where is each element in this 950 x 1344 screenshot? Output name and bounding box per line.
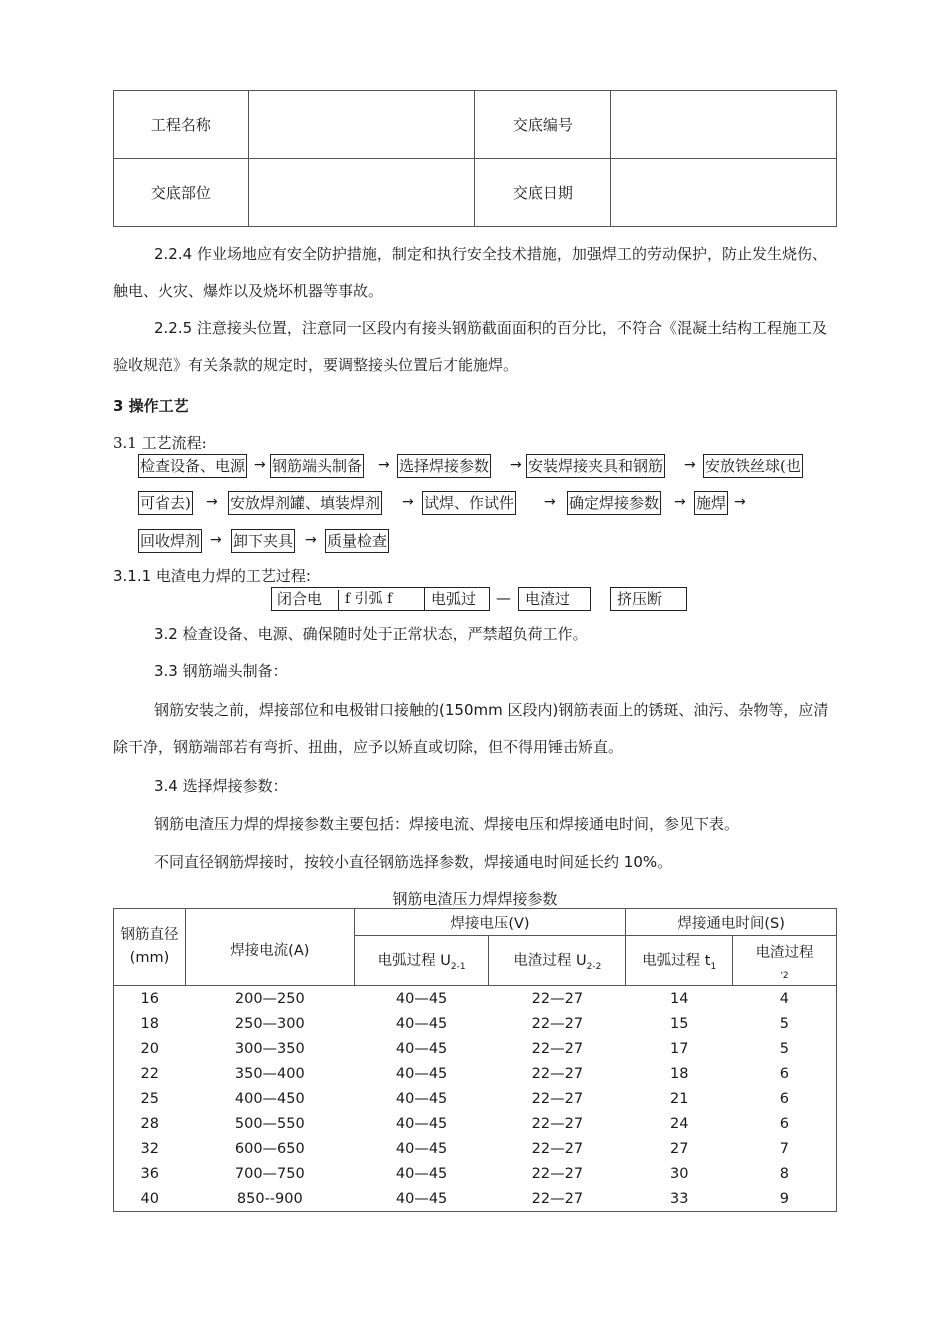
table-cell: 5 <box>733 1011 837 1036</box>
flow-arrow-icon: → <box>734 494 746 510</box>
table-cell: 30 <box>669 1165 689 1182</box>
col-header-diameter: 钢筋直径(mm) <box>114 909 186 986</box>
table-cell: 40—45 <box>395 1165 448 1182</box>
paragraph-3-3: 3.3 钢筋端头制备： <box>154 662 288 680</box>
paragraph-3-2: 3.2 检查设备、电源、确保随时处于正常状态，严禁超负荷工作。 <box>154 625 588 643</box>
table-cell: 18 <box>114 1011 186 1036</box>
table-row <box>114 986 837 1012</box>
paragraph-2-2-5: 2.2.5 注意接头位置，注意同一区段内有接头钢筋截面面积的百分比，不符合《混凝土结构工程施工及验收规范》有关条款的规定时，要调整接头位置后才能施焊。 <box>113 319 827 374</box>
table-cell: 40—45 <box>395 1140 448 1157</box>
briefing-location-label: 交底部位 <box>114 159 249 227</box>
flow-step-optional: 可省去) <box>138 491 193 515</box>
table-cell: 18 <box>669 1065 689 1082</box>
process-step-arc-start: f 引弧 f <box>345 591 393 607</box>
table-cell: 22 <box>114 1061 186 1086</box>
table-cell: 15 <box>669 1015 689 1032</box>
flow-arrow-icon: → <box>510 457 522 473</box>
table-row <box>114 1161 837 1186</box>
subscript: 2-1 <box>450 961 466 972</box>
flow-arrow-icon: → <box>674 494 686 510</box>
flow-arrow-icon: → <box>206 494 218 510</box>
briefing-number-value <box>611 91 837 159</box>
table-cell: 850--900 <box>185 1186 354 1212</box>
flow-arrow-icon: → <box>378 457 390 473</box>
col-header-slag-time: 电渣过程 $_{'2}$ <box>733 936 837 986</box>
process-step-close-circuit: 闭合电 <box>277 590 323 608</box>
process-step-extrude: 挤压断 <box>610 587 687 611</box>
table-cell: 500—550 <box>234 1115 305 1132</box>
table-cell: 40—45 <box>395 1065 448 1082</box>
process-step-arc-stage: 电弧过 <box>431 590 477 608</box>
col-header-time: 焊接通电时间(S) <box>626 909 837 936</box>
subscript: 1 <box>710 961 717 972</box>
table-cell: 22—27 <box>531 1065 584 1082</box>
flow-step-flux-can: 安放焊剂罐、填装焊剂 <box>228 491 382 515</box>
table-cell: 22—27 <box>531 1015 584 1032</box>
flow-step-weld: 施焊 <box>694 491 728 515</box>
col-header-arc-voltage: 电弧过程 $U_{2-1}$ <box>354 936 489 986</box>
table-cell: 25 <box>114 1086 186 1111</box>
section-3-heading: 3 操作工艺 <box>113 397 189 415</box>
paragraph-2-2-4: 2.2.4 作业场地应有安全防护措施，制定和执行安全技术措施，加强焊工的劳动保护，防止发生烧伤、触电、火灾、爆炸以及烧坏机器等事故。 <box>113 245 827 300</box>
table-cell: 22—27 <box>531 1040 584 1057</box>
table-row <box>114 1111 837 1136</box>
table-cell: 40—45 <box>395 1040 448 1057</box>
project-name-value <box>248 91 475 159</box>
flow-arrow-icon: → <box>402 494 414 510</box>
table-cell: 250—300 <box>234 1015 305 1032</box>
flow-arrow-icon: → <box>254 457 266 473</box>
table-row <box>114 1186 837 1212</box>
process-box-group <box>271 587 425 611</box>
flow-arrow-icon: → <box>684 457 696 473</box>
flow-step-recover-flux: 回收焊剂 <box>138 529 202 553</box>
table-cell: 5 <box>733 1036 837 1061</box>
table-cell: 4 <box>733 986 837 1012</box>
params-table-caption: 钢筋电渣压力焊焊接参数 <box>392 890 558 908</box>
table-cell: 8 <box>733 1161 837 1186</box>
project-name-label: 工程名称 <box>114 91 249 159</box>
table-cell: 22—27 <box>489 1186 626 1212</box>
flow-arrow-icon: → <box>305 532 317 548</box>
table-cell: 21 <box>669 1090 689 1107</box>
flow-arrow-icon: → <box>210 532 222 548</box>
flow-arrow-icon: → <box>544 494 556 510</box>
table-cell: 22—27 <box>531 1090 584 1107</box>
table-cell: 17 <box>669 1040 689 1057</box>
briefing-number-label: 交底编号 <box>475 91 611 159</box>
header-row <box>114 91 837 159</box>
table-cell: 9 <box>733 1186 837 1212</box>
params-table-body <box>114 986 837 1212</box>
flow-step-select-params: 选择焊接参数 <box>397 454 491 478</box>
flow-step-install-clamp: 安装焊接夹具和钢筋 <box>526 454 665 478</box>
table-row <box>114 1011 837 1036</box>
paragraph-3-4: 3.4 选择焊接参数： <box>154 777 288 795</box>
flow-step-quality-check: 质量检查 <box>325 529 389 553</box>
flow-step-confirm-params: 确定焊接参数 <box>567 491 661 515</box>
table-cell: 24 <box>669 1115 689 1132</box>
table-cell: 22—27 <box>531 1115 584 1132</box>
process-flow-heading: 3.1 工艺流程: <box>113 434 207 452</box>
flow-step-rebar-end-prep: 钢筋端头制备 <box>270 454 364 478</box>
process-step-box <box>423 587 490 611</box>
flow-step-place-wire-ball: 安放铁丝球(也 <box>703 454 803 478</box>
table-cell: 40—45 <box>395 1015 448 1032</box>
col-header-voltage: 焊接电压(V) <box>354 909 626 936</box>
table-cell: 33 <box>626 1186 733 1212</box>
briefing-date-label: 交底日期 <box>475 159 611 227</box>
briefing-location-value <box>248 159 475 227</box>
table-cell: 40—45 <box>395 1115 448 1132</box>
flow-step-check-equipment: 检查设备、电源 <box>138 454 247 478</box>
table-row <box>114 1136 837 1161</box>
table-cell: 40—45 <box>354 1186 489 1212</box>
process-dash: — <box>496 589 511 607</box>
flow-step-trial-weld: 试焊、作试件 <box>422 491 516 515</box>
briefing-date-value <box>611 159 837 227</box>
flow-step-remove-clamp: 卸下夹具 <box>231 529 295 553</box>
col-header-arc-time: 电弧过程 $t_1$ <box>626 936 733 986</box>
table-row <box>114 1086 837 1111</box>
table-cell: 27 <box>669 1140 689 1157</box>
process-step-slag-stage: 电渣过 <box>518 587 591 611</box>
table-cell: 200—250 <box>234 990 305 1007</box>
col-header-current: 焊接电流(A) <box>185 909 354 986</box>
table-cell: 14 <box>669 990 689 1007</box>
table-cell: 20 <box>114 1036 186 1061</box>
table-cell: 350—400 <box>234 1065 305 1082</box>
table-cell: 22—27 <box>531 1165 584 1182</box>
table-cell: 32 <box>114 1136 186 1161</box>
table-cell: 400—450 <box>234 1090 305 1107</box>
electroslag-process-heading: 3.1.1 电渣电力焊的工艺过程: <box>113 567 311 585</box>
header-row <box>114 159 837 227</box>
table-cell: 40—45 <box>395 1090 448 1107</box>
subscript: '2 <box>780 970 789 981</box>
table-cell: 700—750 <box>234 1165 305 1182</box>
table-cell: 300—350 <box>234 1040 305 1057</box>
table-cell: 36 <box>114 1161 186 1186</box>
table-cell: 40 <box>114 1186 186 1212</box>
table-cell: 6 <box>733 1111 837 1136</box>
table-cell: 16 <box>114 986 186 1012</box>
table-cell: 600—650 <box>234 1140 305 1157</box>
table-cell: 28 <box>114 1111 186 1136</box>
table-row <box>114 1036 837 1061</box>
table-row <box>114 1061 837 1086</box>
paragraph-3-4-body-1: 钢筋电渣压力焊的焊接参数主要包括：焊接电流、焊接电压和焊接通电时间，参见下表。 <box>154 815 740 833</box>
table-cell: 6 <box>733 1086 837 1111</box>
col-header-slag-voltage: 电渣过程 $U_{2-2}$ <box>489 936 626 986</box>
paragraph-3-3-body: 钢筋安装之前，焊接部位和电极钳口接触的(150mm 区段内)钢筋表面上的锈斑、油污、杂物等，应清除干净，钢筋端部若有弯折、扭曲，应予以矫直或切除，但不得用锤击矫直。 <box>113 701 829 756</box>
table-cell: 6 <box>733 1061 837 1086</box>
table-cell: 40—45 <box>395 990 448 1007</box>
table-cell: 22—27 <box>531 990 584 1007</box>
table-cell: 7 <box>733 1136 837 1161</box>
header-info-table <box>113 90 837 227</box>
welding-params-table <box>113 908 837 1212</box>
paragraph-3-4-body-2: 不同直径钢筋焊接时，按较小直径钢筋选择参数，焊接通电时间延长约 10%。 <box>154 853 673 871</box>
table-cell: 22—27 <box>531 1140 584 1157</box>
subscript: 2-2 <box>586 961 602 972</box>
process-divider <box>338 590 339 610</box>
